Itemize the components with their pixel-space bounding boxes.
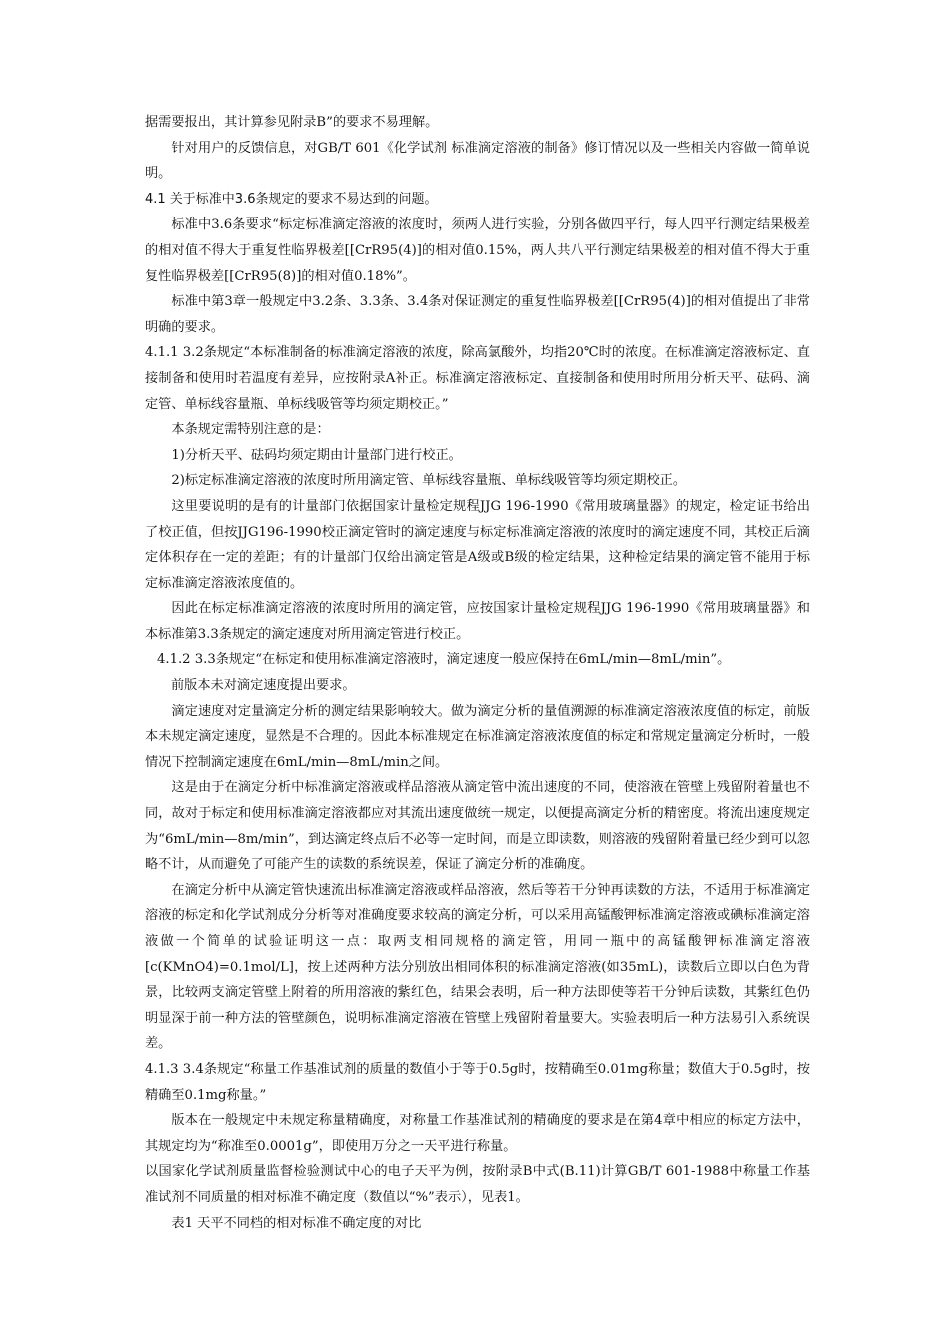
paragraph-flow-rate: 这是由于在滴定分析中标准滴定溶液或样品溶液从滴定管中流出速度的不同，使溶液在管壁上残留附着量也不同，故对于标定和使用标准滴定溶液都应对其流出速度做统一规定，以便提高滴定分析的精密度。将流出速度规定为“6mL/min—8m/min”，到达滴定终点后不必等一定时间，而是立即读数，则溶液的残留附着量已经少到可以忽略不计，从而避免了可能产生的读数的系统误差，保证了滴定分析的准确度。: [145, 780, 810, 873]
list-item-2: 2)标定标准滴定溶液的浓度时所用滴定管、单标线容量瓶、单标线吸管等均须定期校正。: [171, 473, 687, 489]
paragraph-titration-speed: 滴定速度对定量滴定分析的测定结果影响较大。做为滴定分析的量值溯源的标准滴定溶液浓度值的标定，前版本未规定滴定速度，显然是不合理的。因此本标准规定在标准滴定溶液浓度值的标定和常规定量滴定分析时，一般情况下控制滴定速度在6mL/min—8mL/min之间。: [145, 703, 810, 770]
section-heading-4-1-3: 4.1.3 3.4条规定“称量工作基准试剂的质量的数值小于等于0.5g时，按精确至0.01mg称量；数值大于0.5g时，按精确至0.1mg称量。”: [145, 1061, 810, 1103]
section-heading-4-1-2: 4.1.2 3.3条规定“在标定和使用标准滴定溶液时，滴定速度一般应保持在6mL/min—8mL/min”。: [157, 652, 731, 668]
paragraph-calibration-note: 这里要说明的是有的计量部门依据国家计量检定规程JJG 196-1990《常用玻璃量器》的规定，检定证书给出了校正值，但按JJG196-1990校正滴定管时的滴定速度与标定标准滴定溶液的浓度时的滴定速度不同，其校正后滴定体积存在一定的差距；有的计量部门仅给出滴定管是A级或B级的检定结果，这种检定结果的滴定管不能用于标定标准滴定溶液浓度值的。: [145, 498, 810, 591]
paragraph-intro: 针对用户的反馈信息，对GB/T 601《化学试剂 标准滴定溶液的制备》修订情况以及一些相关内容做一简单说明。: [145, 140, 810, 182]
table-caption: 表1 天平不同档的相对标准不确定度的对比: [171, 1215, 422, 1231]
paragraph-burette-calibration: 因此在标定标准滴定溶液的浓度时所用的滴定管，应按国家计量检定规程JJG 196-1990《常用玻璃量器》和本标准第3.3条规定的滴定速度对所用滴定管进行校正。: [145, 601, 810, 642]
paragraph-attention: 本条规定需特别注意的是：: [171, 422, 330, 438]
paragraph-previous-version: 前版本未对滴定速度提出要求。: [171, 678, 356, 694]
list-item-1: 1)分析天平、砝码均须定期由计量部门进行校正。: [171, 447, 462, 463]
section-heading-4-1: 4.1 关于标准中3.6条规定的要求不易达到的问题。: [145, 191, 438, 207]
paragraph-uncertainty-example: 以国家化学试剂质量监督检验测试中心的电子天平为例，按附录B中式(B.11)计算GB/T 601-1988中称量工作基准试剂不同质量的相对标准不确定度（数值以“%”表示），见表1。: [145, 1164, 810, 1205]
paragraph-weighing-precision: 版本在一般规定中未规定称量精确度，对称量工作基准试剂的精确度的要求是在第4章中相应的标定方法中，其规定均为“称准至0.0001g”，即使用万分之一天平进行称量。: [145, 1113, 810, 1154]
document-page: [145, 110, 810, 1236]
paragraph-experiment: 在滴定分析中从滴定管快速流出标准滴定溶液或样品溶液，然后等若干分钟再读数的方法，不适用于标准滴定溶液的标定和化学试剂成分分析等对准确度要求较高的滴定分析，可以采用高锰酸钾标准滴定溶液或碘标准滴定溶液做一个简单的试验证明这一点：取两支相同规格的滴定管，用同一瓶中的高锰酸钾标准滴定溶液[c(KMnO4)=0.1mol/L]，按上述两种方法分别放出相同体积的标准滴定溶液(如35mL)，读数后立即以白色为背景，比较两支滴定管壁上附着的所用溶液的紫红色，结果会表明，后一种方法即使等若干分钟后读数，其紫红色仍明显深于前一种方法的管壁颜色，说明标准滴定溶液在管壁上残留附着量要大。实验表明后一种方法易引入系统误差。: [145, 882, 810, 1052]
paragraph-continuation: 据需要报出，其计算参见附录B”的要求不易理解。: [145, 115, 439, 130]
paragraph-chapter-3-rules: 标准中第3章一般规定中3.2条、3.3条、3.4条对保证测定的重复性临界极差[[CrR95(4)]的相对值提出了非常明确的要求。: [145, 294, 810, 335]
section-heading-4-1-1: 4.1.1 3.2条规定“本标准制备的标准滴定溶液的浓度，除高氯酸外，均指20℃时的浓度。在标准滴定溶液标定、直接制备和使用时若温度有差异，应按附录A补正。标准滴定溶液标定、直接制备和使用时所用分析天平、砝码、滴定管、单标线容量瓶、单标线吸管等均须定期校正。”: [145, 345, 810, 412]
paragraph-3-6-requirement: 标准中3.6条要求“标定标准滴定溶液的浓度时，须两人进行实验，分别各做四平行，每人四平行测定结果极差的相对值不得大于重复性临界极差[[CrR95(4)]的相对值0.15%，两人共八平行测定结果极差的相对值不得大于重复性临界极差[[CrR95(8)]的相对值0.18%”。: [145, 217, 810, 284]
